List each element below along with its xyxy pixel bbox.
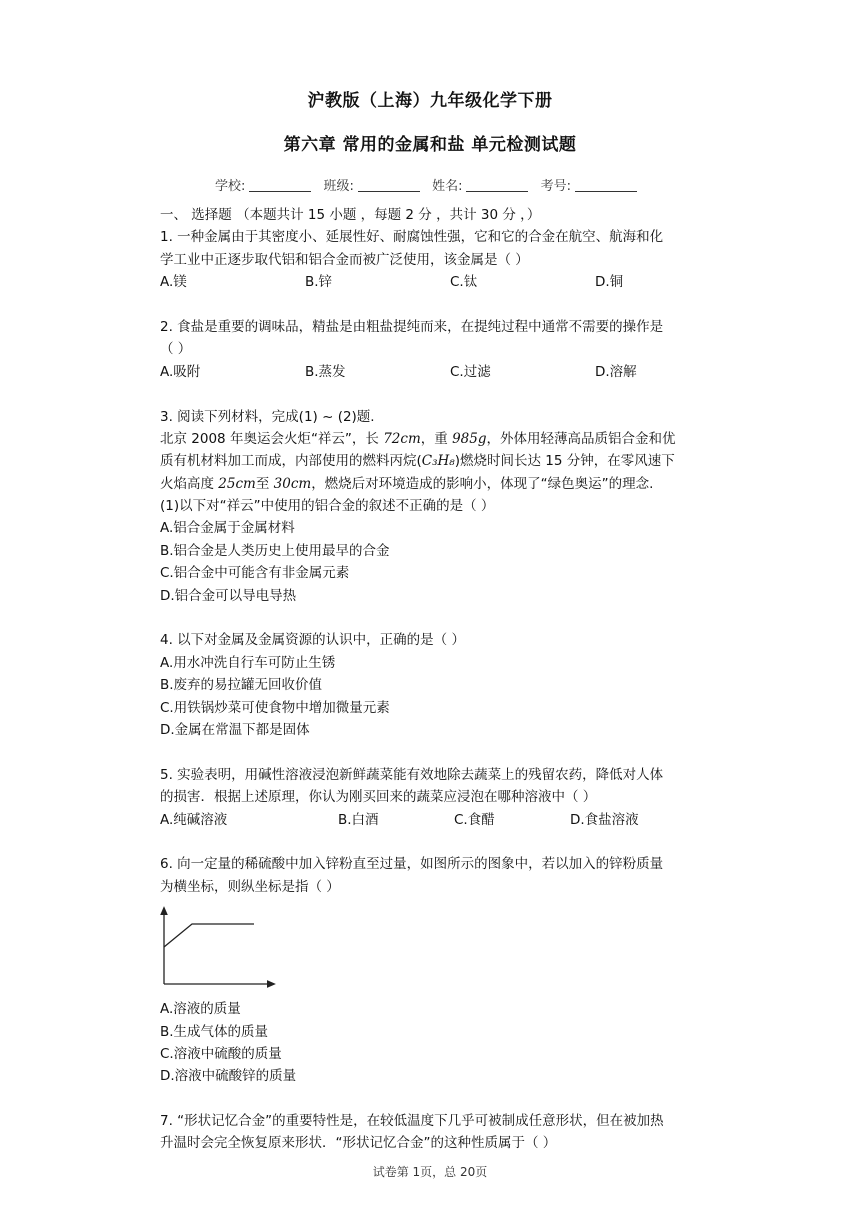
q5-stem-line-1: 5. 实验表明，用碱性溶液浸泡新鲜蔬菜能有效地除去蔬菜上的残留农药，降低对人体 (160, 766, 664, 783)
q4-option-c: C.用铁锅炒菜可使食物中增加微量元素 (160, 699, 390, 716)
q2-option-b: B.蒸发 (305, 363, 346, 380)
q6-option-d: D.溶液中硫酸锌的质量 (160, 1068, 297, 1085)
q4-stem: 4. 以下对金属及金属资源的认识中，正确的是（ ） (160, 632, 465, 649)
page-title: 沪教版（上海）九年级化学下册 (307, 91, 553, 111)
q3-option-a: A.铝合金属于金属材料 (160, 520, 295, 537)
school-label: 学校: (215, 179, 246, 194)
graph-curve (164, 924, 254, 947)
q6-stem-line-1: 6. 向一定量的稀硫酸中加入锌粉直至过量，如图所示的图象中，若以加入的锌粉质量 (160, 856, 664, 873)
q3-material-line-1: 北京 2008 年奥运会火炬“祥云”，长 72cm，重 985g，外体用轻薄高品质铝合金和优 (160, 430, 676, 447)
school-blank (249, 179, 311, 192)
q3-intro: 3. 阅读下列材料，完成(1) ~ (2)题. (160, 408, 375, 425)
q3-option-d: D.铝合金可以导电导热 (160, 587, 297, 604)
q3-material-line-2: 质有机材料加工而成，内部使用的燃料丙烷(C₃H₈)燃烧时间长达 15 分钟，在零风速下 (160, 453, 675, 470)
q5-option-d: D.食盐溶液 (570, 811, 639, 828)
q5-option-b: B.白酒 (338, 811, 379, 828)
q6-graph-svg (160, 904, 280, 990)
q4-option-a: A.用水冲洗自行车可防止生锈 (160, 654, 336, 671)
q6-option-b: B.生成气体的质量 (160, 1023, 269, 1040)
q2-option-c: C.过滤 (450, 363, 491, 380)
student-info-row (0, 175, 860, 194)
q1-option-a: A.镁 (160, 274, 187, 291)
q2-option-a: A.吸附 (160, 363, 201, 380)
name-label: 姓名: (432, 179, 463, 194)
q3-sub-question: (1)以下对“祥云”中使用的铝合金的叙述不正确的是（ ） (160, 498, 495, 515)
exam-number-blank (575, 179, 637, 192)
q3-material-line-3: 火焰高度 25cm至 30cm，燃烧后对环境造成的影响小，体现了“绿色奥运”的理念. (160, 475, 654, 492)
q6-stem-line-2: 为横坐标，则纵坐标是指（ ） (160, 878, 340, 895)
class-label: 班级: (323, 179, 354, 194)
q4-option-b: B.废弃的易拉罐无回收价值 (160, 677, 323, 694)
q1-option-d: D.铜 (595, 274, 624, 291)
q5-options (160, 809, 740, 831)
q1-stem-line-1: 1. 一种金属由于其密度小、延展性好、耐腐蚀性强，它和它的合金在航空、航海和化 (160, 229, 664, 246)
q1-option-c: C.钛 (450, 274, 478, 291)
q5-stem-line-2: 的损害．根据上述原理，你认为刚买回来的蔬菜应浸泡在哪种溶液中（ ） (160, 789, 597, 806)
q1-stem-line-2: 学工业中正逐步取代铝和铝合金而被广泛使用，该金属是（ ） (160, 251, 529, 268)
page-subtitle: 第六章 常用的金属和盐 单元检测试题 (283, 135, 577, 155)
q3-option-b: B.铝合金是人类历史上使用最早的合金 (160, 542, 390, 559)
class-blank (358, 179, 420, 192)
section-heading: 一、 选择题 （本题共计 15 小题 ，每题 2 分 ，共计 30 分 ，） (160, 207, 541, 223)
q7-stem-line-2: 升温时会完全恢复原来形状．“形状记忆合金”的这种性质属于（ ） (160, 1135, 557, 1152)
q6-option-c: C.溶液中硫酸的质量 (160, 1045, 282, 1062)
q6-graph (160, 904, 740, 990)
question-content (160, 204, 740, 1155)
q6-option-a: A.溶液的质量 (160, 1001, 241, 1018)
q2-stem-line-1: 2. 食盐是重要的调味品，精盐是由粗盐提纯而来，在提纯过程中通常不需要的操作是 (160, 318, 664, 335)
q1-option-b: B.锌 (305, 274, 333, 291)
page-footer: 试卷第 1页，总 20页 (372, 1165, 488, 1179)
q1-options (160, 271, 740, 293)
q7-stem-line-1: 7. “形状记忆合金”的重要特性是，在较低温度下几乎可被制成任意形状，但在被加热 (160, 1113, 664, 1130)
q2-stem-line-2: （ ） (160, 341, 192, 358)
exam-number-label: 考号: (540, 179, 571, 194)
q2-option-d: D.溶解 (595, 363, 637, 380)
q4-option-d: D.金属在常温下都是固体 (160, 721, 310, 738)
q5-option-c: C.食醋 (454, 811, 495, 828)
q3-option-c: C.铝合金中可能含有非金属元素 (160, 565, 350, 582)
q2-options (160, 361, 740, 383)
q5-option-a: A.纯碱溶液 (160, 811, 228, 828)
name-blank (466, 179, 528, 192)
